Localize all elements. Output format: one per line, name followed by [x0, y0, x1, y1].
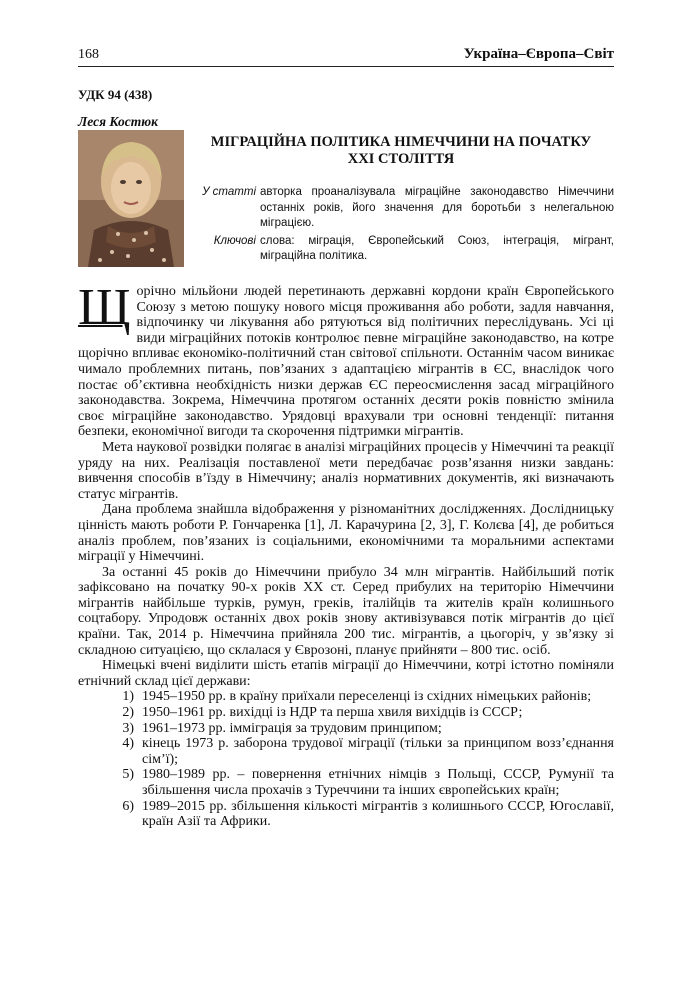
- list-item: [78, 705, 614, 721]
- list-item: [78, 799, 614, 830]
- article-title-line1: МІГРАЦІЙНА ПОЛІТИКА НІМЕЧЧИНИ НА ПОЧАТКУ: [210, 134, 592, 150]
- author-name: Леся Костюк: [78, 114, 158, 129]
- paragraph-statistics: За останні 45 років до Німеччини прибуло 34 млн мігрантів. Найбільший потік зафіксовано на початку 90-х років ХХ ст. Серед прибулих на територію Німеччини мігрантів найбільше турків, румун, греків, італійців та жителів країн колишнього соцтабору. Упродовж останніх двох років знову активізувався потік мігрантів до цієї країни. Так, 2014 р. Німеччина прийняла 200 тис. мігрантів, а цьогоріч, у зв’язку зі складною ситуацією, що склалася у Єврозоні, планує прийняти – 800 тис. осіб.: [78, 564, 614, 658]
- article-title: [188, 134, 614, 168]
- abstract-label: У статті: [202, 186, 256, 198]
- list-item-text: 1945–1950 рр. в країну приїхали переселенці із східних німецьких районів;: [142, 689, 592, 705]
- udc-code: УДК 94 (438): [78, 87, 153, 102]
- paragraph-intro: [78, 279, 614, 440]
- article-title-line2: ХХІ СТОЛІТТЯ: [347, 151, 455, 167]
- list-item-text: 1989–2015 рр. збільшення кількості мігрантів з колишнього СССР, Югославії, країн Азії та Африки.: [142, 798, 614, 830]
- keywords-text: слова: міграція, Європейський Союз, інтеграція, мігрант, міграційна політика.: [260, 234, 614, 262]
- list-item-number: 2): [122, 705, 134, 721]
- keywords-label: Ключові: [213, 234, 256, 247]
- migration-stages-list: [78, 689, 614, 829]
- list-item: [78, 721, 614, 737]
- running-header: [78, 44, 614, 67]
- abstract-row: [196, 185, 614, 232]
- page-number: 168: [78, 47, 99, 62]
- list-item-number: 1): [122, 689, 134, 705]
- paragraph-stages-intro: Німецькі вчені виділити шість етапів міграції до Німеччини, котрі істотно поміняли етнічний склад цієї держави:: [78, 658, 614, 689]
- author-portrait-icon: [78, 130, 184, 267]
- list-item: [78, 736, 614, 767]
- paragraph-aim: Мета наукової розвідки полягає в аналізі міграційних процесів у Німеччині та реакції уряду на них. Реалізація поставленої мети передбачає розв’язання низки завдань: вивчення способів в’їзду в Німеччину; аналіз нормативних документів, які визначають статус мігрантів.: [78, 439, 614, 502]
- article-body: [78, 279, 614, 830]
- abstract-text: авторка проаналізувала міграційне законодавство Німеччини останніх років, його значення для боротьби з нелегальною міграцією.: [260, 186, 614, 229]
- list-item-text: 1980–1989 рр. – повернення етнічних німців з Польщі, СССР, Румунії та збільшення числа прохачів з Туреччини та інших європейських країн;: [142, 767, 614, 798]
- list-item-number: 6): [122, 798, 134, 814]
- abstract-block: [196, 185, 614, 267]
- list-item-text: 1950–1961 рр. вихідці із НДР та перша хвиля вихідців із СССР;: [142, 705, 523, 721]
- journal-title: Україна–Європа–Світ: [463, 46, 614, 62]
- list-item-number: 5): [122, 767, 134, 783]
- list-item-number: 3): [122, 720, 134, 736]
- journal-page: [78, 44, 614, 830]
- drop-cap: Щ: [78, 279, 131, 336]
- keywords-row: [196, 234, 614, 265]
- list-item: [78, 767, 614, 798]
- list-item-number: 4): [122, 736, 134, 752]
- list-item: [78, 689, 614, 705]
- list-item-text: 1961–1973 рр. імміграція за трудовим принципом;: [142, 720, 442, 736]
- paragraph-intro-text: орічно мільйони людей перетинають державні кордони країн Європейського Союзу з метою пошуку нового місця проживання або роботи, задля навчання, відпочинку чи лікування або рятуються від політичних переслідувань. Усі ці види міграційних потоків контролює певне міграційне законодавство, на котре щорічно впливає економіко-політичний стан світової спільноти. Останнім часом виникає чимало проблемних питань, пов’язаних з адаптацією мігрантів в ЄС, внаслідок чого постає об’єктивна необхідність низки держав ЄС переосмислення засад міграційного законодавства. Зокрема, Німеччина протягом останніх десяти років повністю змінила своє міграційне законодавство. Урядовці врахували три основні тенденції: питання безпеки, економічної вигоди та скорочення підтримки мігрантів.: [78, 284, 614, 440]
- list-item-text: кінець 1973 р. заборона трудової міграції (тільки за принципом возз’єднання сім’ї);: [142, 736, 614, 767]
- paragraph-literature: Дана проблема знайшла відображення у різноманітних дослідженнях. Дослідницьку цінність мають роботи Р. Гончаренка [1], Л. Карачурина [2, 3], Г. Колєва [4], де робиться аналіз проблем, пов’язаних із соціальними, економічними та моральними аспектами міграції у Німеччині.: [78, 502, 614, 565]
